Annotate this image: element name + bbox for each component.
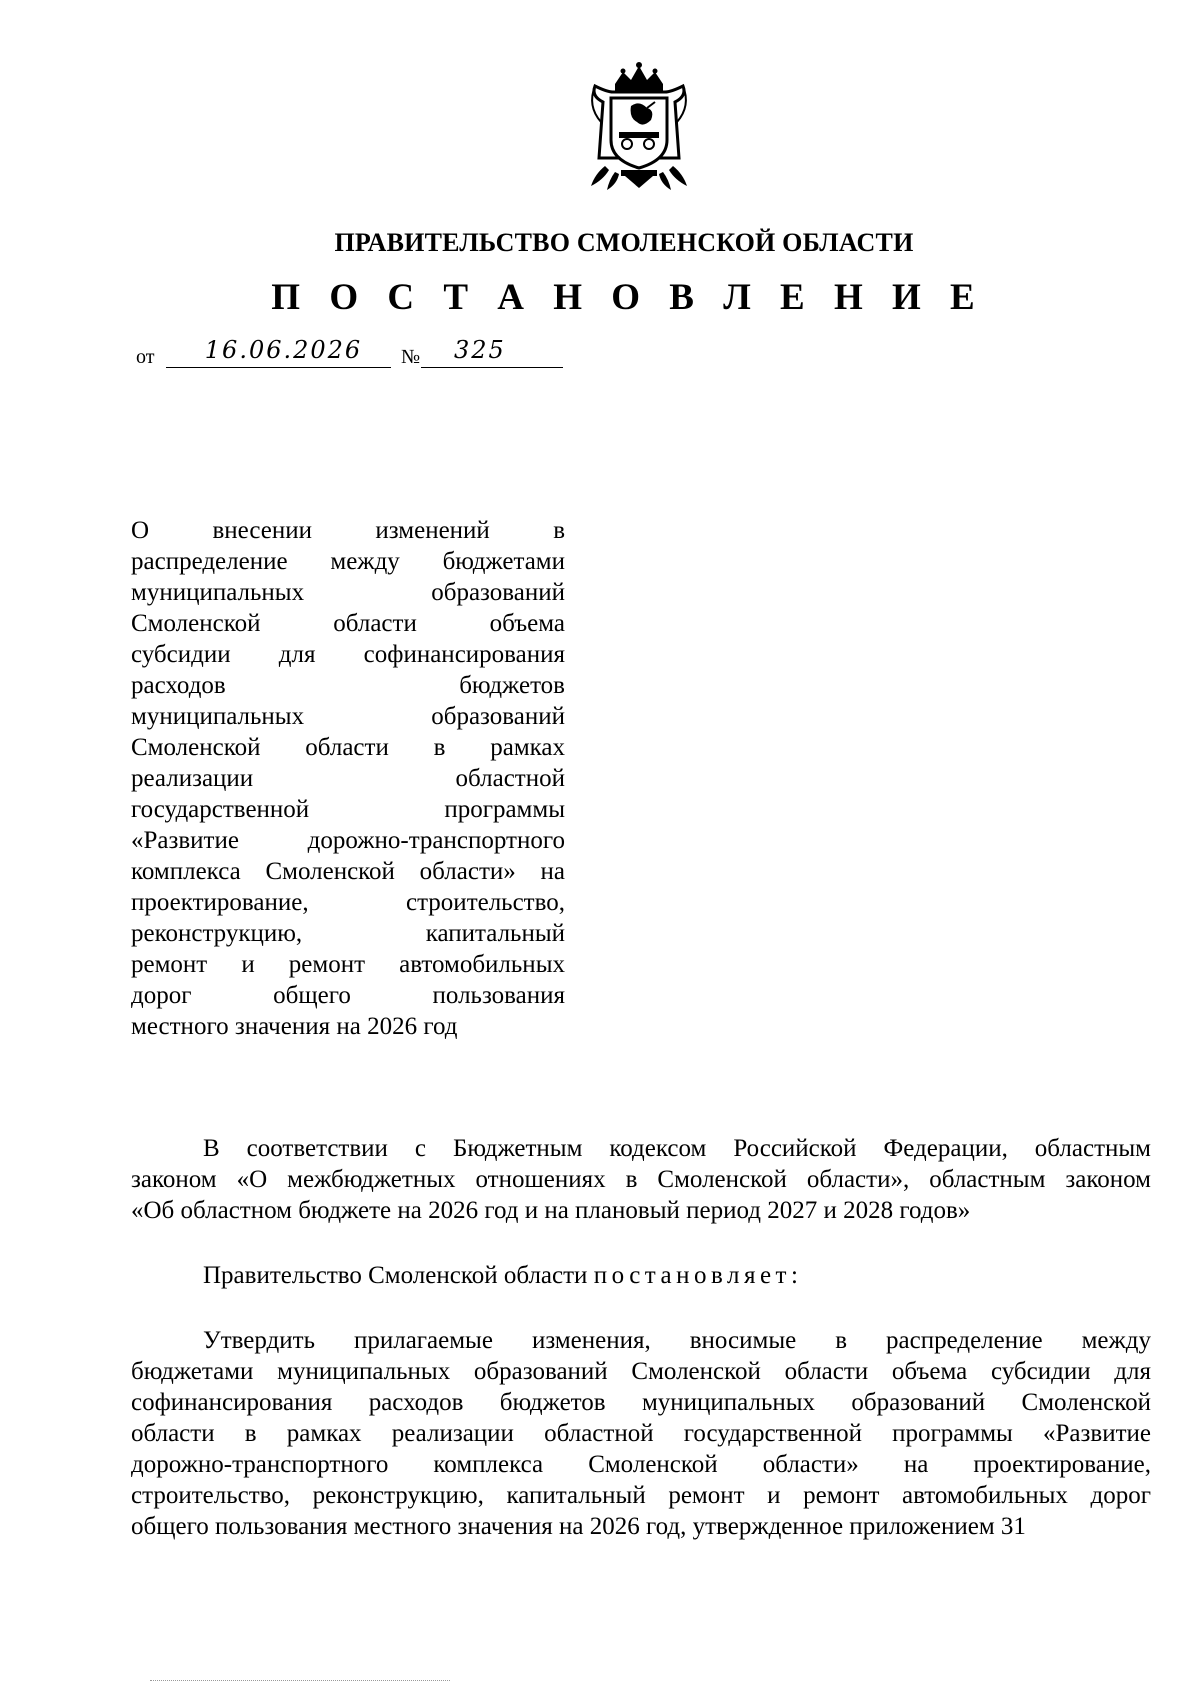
date-from-label: от xyxy=(136,346,155,368)
subject-line: расходов бюджетов xyxy=(131,672,565,699)
paragraph-line: области в рамках реализации областной государственной программы «Развитие xyxy=(131,1420,1151,1447)
document-subject xyxy=(131,515,565,1042)
handwritten-date: 16.06.2026 xyxy=(204,336,363,364)
paragraph-line: общего пользования местного значения на 2026 год, утвержденное приложением 31 xyxy=(131,1513,1026,1540)
government-title: ПРАВИТЕЛЬСТВО СМОЛЕНСКОЙ ОБЛАСТИ xyxy=(334,228,914,257)
handwritten-number: 325 xyxy=(454,336,506,364)
number-underline xyxy=(421,367,563,368)
paragraph-line: Утвердить прилагаемые изменения, вносимые в распределение между xyxy=(203,1327,1151,1354)
subject-line: реализации областной xyxy=(131,765,565,792)
subject-line: муниципальных образований xyxy=(131,703,565,730)
subject-line: Смоленской области объема xyxy=(131,610,565,637)
subject-line: местного значения на 2026 год xyxy=(131,1013,458,1040)
subject-line: муниципальных образований xyxy=(131,579,565,606)
number-label: № xyxy=(401,346,421,368)
paragraph-line: В соответствии с Бюджетным кодексом Российской Федерации, областным xyxy=(203,1135,1151,1162)
subject-line: государственной программы xyxy=(131,796,565,823)
subject-line: проектирование, строительство, xyxy=(131,889,565,916)
paragraph-line: дорожно-транспортного комплекса Смоленской области» на проектирование, xyxy=(131,1451,1151,1478)
subject-line: реконструкцию, капитальный xyxy=(131,920,565,947)
resolves-paragraph xyxy=(131,1260,1151,1291)
resolves-prefix: Правительство Смоленской области xyxy=(203,1262,588,1289)
subject-line: распределение между бюджетами xyxy=(131,548,565,575)
subject-line: Смоленской области в рамках xyxy=(131,734,565,761)
date-underline xyxy=(166,367,391,368)
paragraph-line: софинансирования расходов бюджетов муниципальных образований Смоленской xyxy=(131,1389,1151,1416)
paragraph-line: законом «О межбюджетных отношениях в Смоленской области», областным законом xyxy=(131,1166,1151,1193)
paragraph-line: строительство, реконструкцию, капитальный ремонт и ремонт автомобильных дорог xyxy=(131,1482,1151,1509)
scan-artifact-line xyxy=(150,1678,450,1681)
paragraph-line: «Об областном бюджете на 2026 год и на плановый период 2027 и 2028 годов» xyxy=(131,1197,971,1224)
subject-line: субсидии для софинансирования xyxy=(131,641,565,668)
subject-line: дорог общего пользования xyxy=(131,982,565,1009)
smolensk-coat-of-arms-icon xyxy=(585,62,693,192)
paragraph-line: бюджетами муниципальных образований Смоленской области объема субсидии для xyxy=(131,1358,1151,1385)
paragraph-line xyxy=(131,1260,1151,1291)
document-type-title: П О С Т А Н О В Л Е Н И Е xyxy=(271,277,985,318)
date-number-line xyxy=(136,336,566,374)
resolves-keyword: постановляет: xyxy=(593,1262,803,1289)
subject-line: ремонт и ремонт автомобильных xyxy=(131,951,565,978)
subject-line: комплекса Смоленской области» на xyxy=(131,858,565,885)
subject-line: О внесении изменений в xyxy=(131,517,565,544)
preamble-paragraph xyxy=(131,1133,1151,1226)
subject-line: «Развитие дорожно-транспортного xyxy=(131,827,565,854)
approval-paragraph xyxy=(131,1325,1151,1542)
